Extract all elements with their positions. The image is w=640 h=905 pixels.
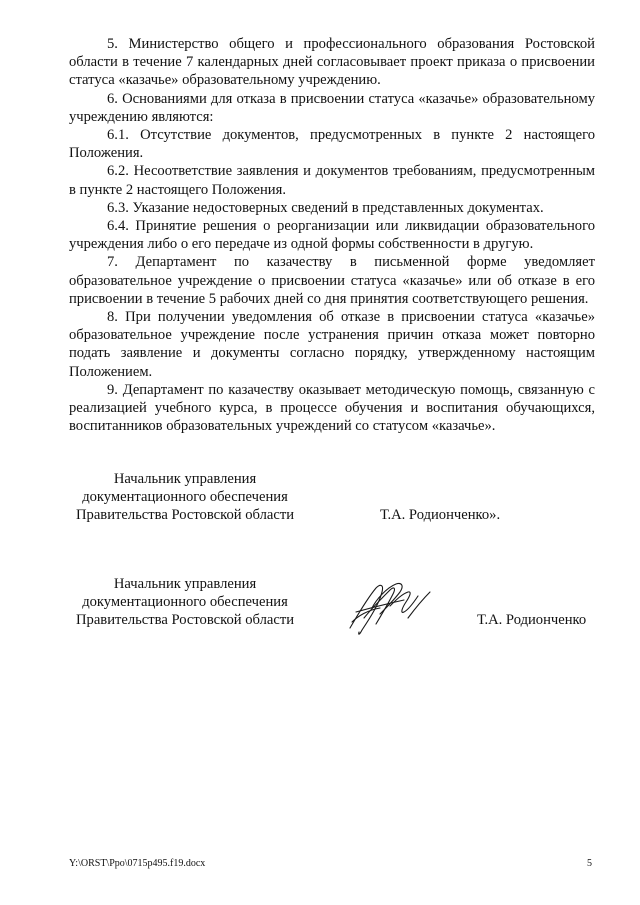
signatory-title-line: документационного обеспечения <box>82 489 288 505</box>
paragraph-6-3: 6.3. Указание недостоверных сведений в представленных документах. <box>107 199 544 216</box>
paragraph-8: 8. При получении уведомления об отказе в присвоении статуса «казачье» образовательное учреждение после устранения причин отказа может повторно подать заявление и документы согласно порядку, утвержденному настоящим Положением. <box>69 309 595 380</box>
signatory-title-line: Начальник управления <box>113 471 257 487</box>
document-body <box>69 35 595 435</box>
signatory-name: Т.А. Родионченко <box>477 612 587 628</box>
signatory-title-line: документационного обеспечения <box>82 594 288 610</box>
signatory-title <box>69 470 301 524</box>
paragraph-6-1: 6.1. Отсутствие документов, предусмотренных в пункте 2 настоящего Положения. <box>69 127 595 162</box>
signature-block-final <box>69 575 595 631</box>
paragraph-6-4: 6.4. Принятие решения о реорганизации или ликвидации образовательного учреждения либо о его передаче из одной формы собственности в другую. <box>69 218 595 253</box>
signatory-title <box>69 575 301 629</box>
signatory-name: Т.А. Родионченко». <box>380 507 501 523</box>
paragraph-6: 6. Основаниями для отказа в присвоении статуса «казачье» образовательному учреждению являются: <box>69 90 595 125</box>
paragraph-9: 9. Департамент по казачеству оказывает методическую помощь, связанную с реализацией учебного курса, в процессе обучения и воспитания обучающихся, воспитанников образовательных учреждений со статусом «казачье». <box>69 381 595 435</box>
paragraph-7: 7. Департамент по казачеству в письменной форме уведомляет образовательное учреждение о присвоении статуса «казачье» или об отказе в его присвоении в течение 5 рабочих дней со дня принятия соответствующего решения. <box>69 254 595 307</box>
footer-page-number: 5 <box>587 858 592 869</box>
signature-block-quoted <box>69 470 595 526</box>
paragraph-6-2: 6.2. Несоответствие заявления и документов требованиям, предусмотренным в пункте 2 настоящего Положения. <box>69 163 595 198</box>
footer-file-path: Y:\ORST\Ppo\0715p495.f19.docx <box>69 858 206 869</box>
paragraph-5: 5. Министерство общего и профессионального образования Ростовской области в течение 7 календарных дней согласовывает проект приказа о присвоении статуса «казачье» образовательному учреждению. <box>69 36 595 89</box>
handwritten-signature-icon <box>346 578 436 640</box>
signatory-title-line: Правительства Ростовской области <box>75 507 295 523</box>
signatory-title-line: Начальник управления <box>113 576 257 592</box>
signatory-title-line: Правительства Ростовской области <box>75 612 295 628</box>
